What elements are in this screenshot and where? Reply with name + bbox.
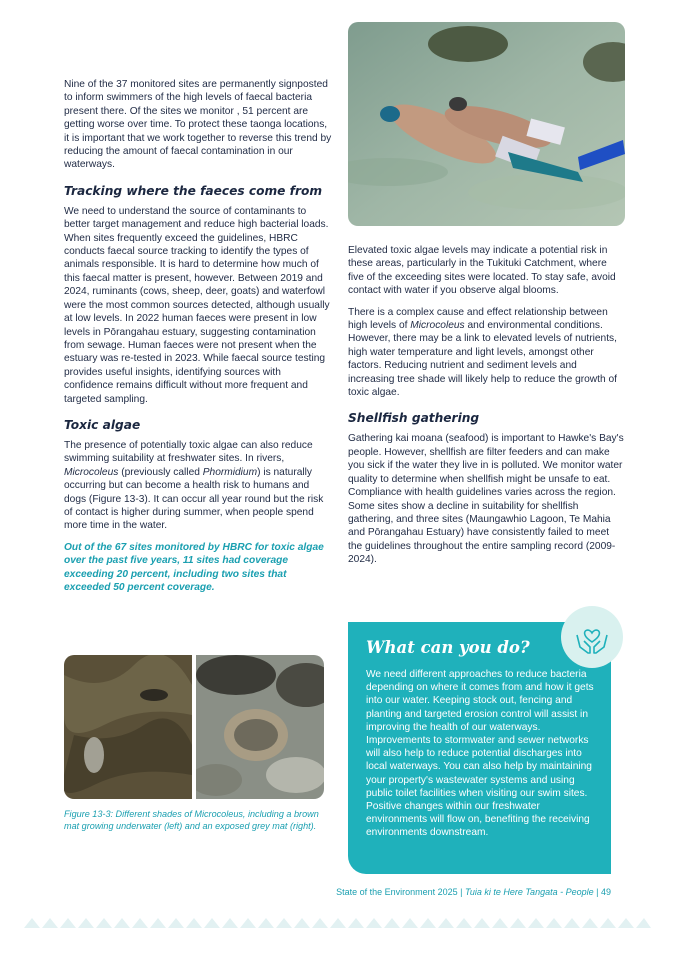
- complex-microcoleus: Microcoleus: [410, 320, 465, 332]
- hands-holding-heart-icon: [561, 606, 623, 668]
- box-title: What can you do?: [366, 638, 530, 657]
- footer-separator-1: |: [460, 887, 463, 897]
- hands-heart-glyph: [572, 617, 612, 657]
- heading-tracking-faeces: Tracking where the faeces come from: [64, 183, 323, 198]
- brown-mat-image: [64, 655, 192, 799]
- intro-paragraph: Nine of the 37 monitored sites are permanently signposted to inform swimmers of the high levels of faecal bacteria present there. Of the sites we monitor , 51 percent are getting worse over time. To protect these taonga locations, it is important that we work together to reverse this trend by reducing the amount of faecal contamination in our waterways.: [64, 79, 332, 171]
- heading-shellfish: Shellfish gathering: [348, 411, 480, 426]
- algae-text-3: ) is naturally occurring but can become a health risk to humans and dogs (Figure 13-3). It can occur all year round but the risk of contact is higher during summer, when people spend more time in the water.: [64, 466, 324, 532]
- algae-phormidium: Phormidium: [202, 466, 258, 478]
- complex-text-1: There is a complex cause and effect relationship between high levels of: [348, 306, 608, 332]
- complex-paragraph: [348, 306, 625, 400]
- left-column: [64, 78, 332, 594]
- snorkelers-image: [348, 22, 625, 226]
- footer-section: Tuia ki te Here Tangata - People: [465, 887, 594, 897]
- algae-paragraph: [64, 439, 332, 533]
- right-column: [348, 244, 625, 575]
- heading-toxic-algae: Toxic algae: [64, 417, 141, 432]
- algae-photo-grey: [196, 655, 324, 799]
- shellfish-paragraph: Gathering kai moana (seafood) is important to Hawke's Bay's people. However, shellfish are filter feeders and can make you sick if the water they live in is polluted. We monitor water quality to determine when shellfish might be unsafe to eat. Compliance with health guidelines varies across the region. Some sites show a decline in suitability for shellfish gathering, and three sites (Maungawhio Lagoon, Te Mahia and Pōrangahau Estuary) have consistently failed to meet the guidelines throughout the entire sampling record (2009-2024).: [348, 433, 624, 566]
- page-footer: [336, 887, 611, 897]
- snorkel-photo: [348, 22, 625, 226]
- footer-report: State of the Environment 2025: [336, 887, 458, 897]
- tracking-paragraph: We need to understand the source of contaminants to better target management and reduce high bacterial loads. When sites frequently exceed the guidelines, HBRC conducts faecal source tracking to identify the types of animals responsible. It is hard to determine how much of this faecal matter is present, however. Between 2019 and 2024, ruminants (cows, sheep, deer, goats) and waterfowl were the most common sources detected, although usually at low levels. In 2022 human faeces were present in low levels in Pōrangahau estuary, suggesting contamination from sewage. Human faeces were not present when the estuary was re-tested in 2023. While faecal source testing provides useful insights, identifying sources with confidence remains difficult without more frequent and targeted sampling.: [64, 205, 330, 405]
- algae-text-2: (previously called: [118, 466, 203, 478]
- page-number: 49: [600, 887, 611, 897]
- algae-text-1: The presence of potentially toxic algae can also reduce swimming suitability at freshwater sites. In rivers,: [64, 439, 313, 465]
- complex-text-2: and environmental conditions. However, there may be a link to elevated levels of nutrients, high water temperature and light levels, amongst other factors. Reducing nutrient and sediment levels and increasing tree shade will likely help to reduce the growth of toxic algae.: [348, 320, 617, 399]
- footer-separator-2: |: [596, 887, 599, 897]
- grey-mat-image: [196, 655, 324, 799]
- figure-caption: Figure 13-3: Different shades of Microcoleus, including a brown mat growing underwater (left) and an exposed grey mat (right).: [64, 809, 319, 831]
- algae-photo-brown: [64, 655, 192, 799]
- elevated-paragraph: Elevated toxic algae levels may indicate a potential risk in these areas, particularly in the Tukituki Catchment, where five of the exceeding sites were located. To stay safe, avoid contact with water if you observe algal blooms.: [348, 245, 616, 297]
- algae-microcoleus: Microcoleus: [64, 466, 119, 478]
- algae-callout: Out of the 67 sites monitored by HBRC for toxic algae over the past five years, 11 sites had coverage exceeding 20 percent, including two sites that exceeded 50 percent coverage.: [64, 541, 324, 593]
- box-body: We need different approaches to reduce bacteria depending on where it comes from and how it gets into our water. Keeping stock out, fencing and planting and targeted erosion control will assist in improving the health of our waterways. Improvements to stormwater and sewer networks will also help to reduce potential discharges into local waterways. You can also help by maintaining your property's wastewater systems and using public toilet facilities when visiting our swim sites. Positive changes within our freshwater environments will flow on, benefiting the receiving environments downstream.: [366, 669, 594, 839]
- wave-pattern: [24, 910, 651, 932]
